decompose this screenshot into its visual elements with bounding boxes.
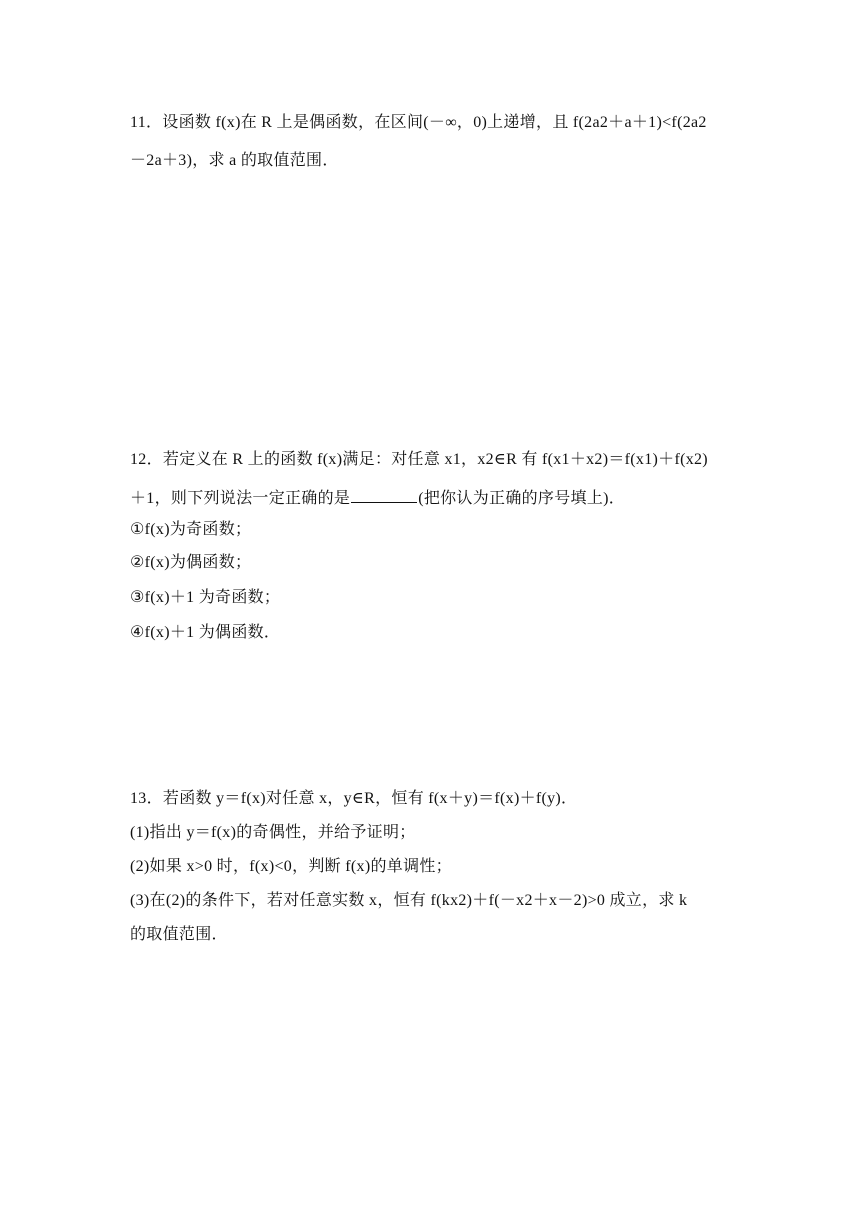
question-12-line-2 <box>130 486 625 509</box>
question-13-part-2: (2)如果 x>0 时，f(x)<0，判断 f(x)的单调性； <box>130 858 452 875</box>
question-12-text-after-blank: (把你认为正确的序号填上)． <box>418 490 626 507</box>
question-13-part-3-line-1: (3)在(2)的条件下，若对任意实数 x，恒有 f(kx2)＋f(－x2＋x－2)>0 成立，求 k <box>130 892 688 909</box>
question-13-line-1: 13．若函数 y＝f(x)对任意 x，y∈R，恒有 f(x＋y)＝f(x)＋f(y)． <box>130 790 578 807</box>
question-12-line-1: 12．若定义在 R 上的函数 f(x)满足：对任意 x1，x2∈R 有 f(x1＋x2)＝f(x1)＋f(x2) <box>130 451 708 468</box>
question-12-option-1: ①f(x)为奇函数； <box>130 521 252 538</box>
question-13-part-3-line-2: 的取值范围． <box>130 926 228 943</box>
question-12-option-3: ③f(x)＋1 为奇函数； <box>130 589 281 606</box>
question-13-part-1: (1)指出 y＝f(x)的奇偶性，并给予证明； <box>130 824 416 841</box>
question-11-line-2: －2a＋3)，求 a 的取值范围． <box>130 152 339 169</box>
answer-blank[interactable] <box>351 486 417 503</box>
question-12-text-before-blank: ＋1，则下列说法一定正确的是 <box>130 490 351 507</box>
question-12-option-2: ②f(x)为偶函数； <box>130 554 252 571</box>
question-11-line-1: 11．设函数 f(x)在 R 上是偶函数，在区间(－∞，0)上递增，且 f(2a2＋a＋1)<f(2a2 <box>130 114 707 131</box>
question-12-option-4: ④f(x)＋1 为偶函数． <box>130 624 281 641</box>
